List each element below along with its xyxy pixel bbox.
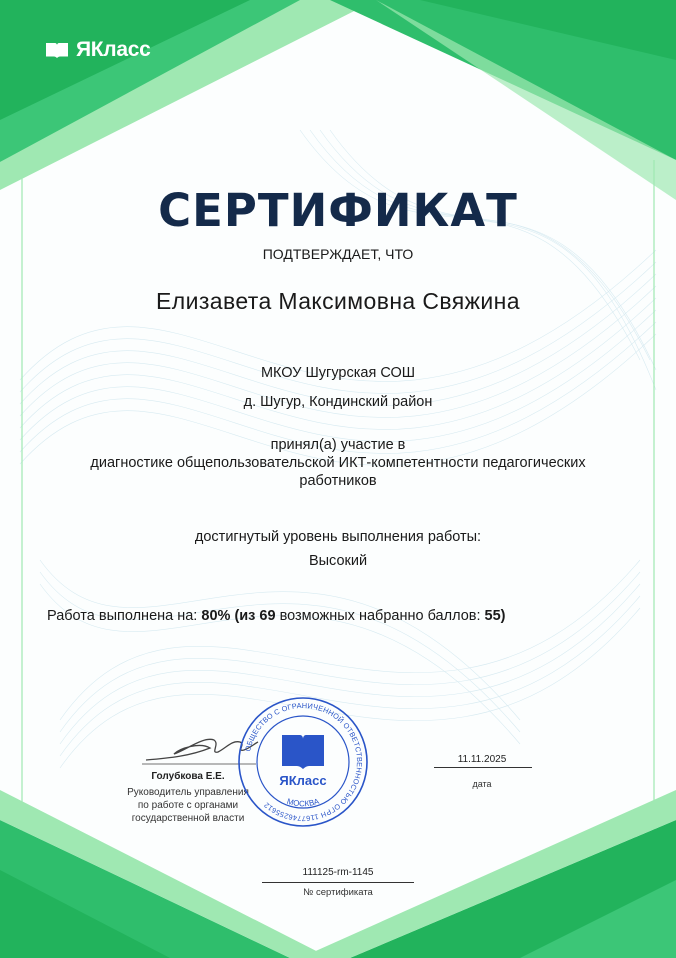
participation-line-1: принял(а) участие в (270, 437, 406, 453)
result-max-points: 69 (259, 608, 276, 624)
certificate-title: СЕРТИФИКАТ (158, 184, 518, 237)
signatory-role-line-3: государственной власти (131, 813, 245, 824)
signatory-role-line-1: Руководитель управления (127, 787, 249, 798)
result-points-caption: возможных набранно баллов: (279, 608, 481, 624)
stamp-city: МОСКВА (285, 796, 321, 809)
participation-line-2: диагностике общепользовательской ИКТ-компетентности педагогических (90, 455, 586, 471)
recipient-name: Елизавета Максимовна Свяжина (156, 288, 520, 314)
result-line (47, 608, 506, 624)
result-prefix: Работа выполнена на: (47, 608, 198, 624)
company-stamp (236, 695, 370, 829)
date-label: дата (472, 779, 492, 789)
school-name: МКОУ Шугурская СОШ (260, 365, 416, 381)
stamp-brand: ЯКласс (279, 773, 327, 788)
signatory-role-line-2: по работе с органами (137, 800, 239, 811)
participation-text (40, 436, 636, 490)
certificate-number-underline (262, 882, 414, 883)
certificate-number: 111125-rm-1145 (302, 867, 374, 878)
result-middle: (из (234, 608, 256, 624)
certificate-number-label: № сертификата (303, 887, 373, 898)
school-location: д. Шугур, Кондинский район (243, 394, 433, 410)
stamp-book-icon (282, 735, 324, 769)
level-caption: достигнутый уровень выполнения работы: (194, 529, 482, 545)
open-book-icon (44, 40, 70, 60)
result-percent: 80% (201, 608, 231, 624)
brand-logo (44, 38, 151, 62)
stamp-ring-text: ОБЩЕСТВО С ОГРАНИЧЕННОЙ ОТВЕТСТВЕННОСТЬЮ ОГРН 1167746255612 (243, 700, 365, 824)
result-scored-points: 55 (484, 608, 501, 624)
confirms-text: ПОДТВЕРЖДАЕТ, ЧТО (262, 246, 414, 262)
signatory-name: Голубкова Е.Е. (151, 771, 225, 782)
date-underline (434, 767, 532, 768)
result-suffix: ) (500, 608, 506, 624)
issue-date: 11.11.2025 (457, 754, 507, 765)
participation-line-3: работников (299, 473, 377, 489)
brand-name: ЯКласс (76, 38, 151, 61)
level-value: Высокий (308, 553, 368, 569)
